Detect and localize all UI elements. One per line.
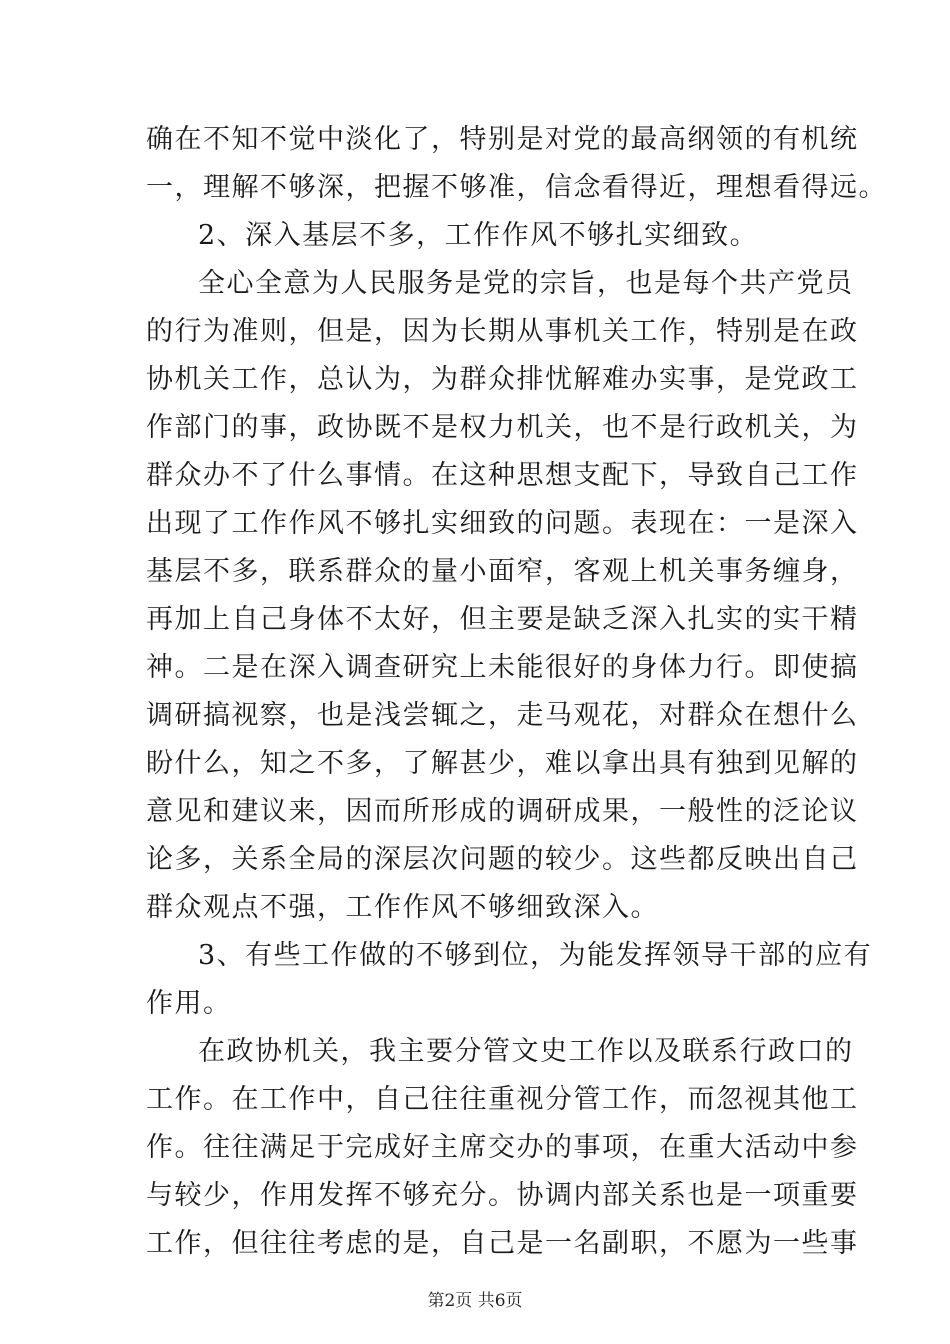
body-text-line: 协机关工作，总认为，为群众排忧解难办实事，是党政工: [146, 364, 859, 395]
body-text-line: 工作，但往往考虑的是，自己是一名副职，不愿为一些事: [146, 1228, 859, 1259]
body-text-line: 确在不知不觉中淡化了，特别是对党的最高纲领的有机统: [146, 124, 859, 155]
body-text-line: 作用。: [146, 988, 232, 1019]
body-text-line: 作。往往满足于完成好主席交办的事项，在重大活动中参: [146, 1132, 859, 1163]
paragraph-first-line: 全心全意为人民服务是党的宗旨，也是每个共产党员: [198, 268, 854, 299]
body-text-line: 调研搞视察，也是浅尝辄之，走马观花，对群众在想什么: [146, 700, 859, 731]
body-text-line: 出现了工作作风不够扎实细致的问题。表现在：一是深入: [146, 508, 859, 539]
section-heading: 2、深入基层不多，工作作风不够扎实细致。: [198, 220, 759, 251]
section-heading: 3、有些工作做的不够到位，为能发挥领导干部的应有: [198, 940, 873, 971]
body-text-line: 神。二是在深入调查研究上未能很好的身体力行。即使搞: [146, 652, 859, 683]
body-text-line: 与较少，作用发挥不够充分。协调内部关系也是一项重要: [146, 1180, 859, 1211]
body-text-line: 再加上自己身体不太好，但主要是缺乏深入扎实的实干精: [146, 604, 859, 635]
body-text-line: 基层不多，联系群众的量小面窄，客观上机关事务缠身，: [146, 556, 859, 587]
body-text-line: 意见和建议来，因而所形成的调研成果，一般性的泛论议: [146, 796, 859, 827]
paragraph-first-line: 在政协机关，我主要分管文史工作以及联系行政口的: [198, 1036, 854, 1067]
body-text-line: 群众观点不强，工作作风不够细致深入。: [146, 892, 659, 923]
body-text-line: 论多，关系全局的深层次问题的较少。这些都反映出自己: [146, 844, 859, 875]
body-text-line: 盼什么，知之不多，了解甚少，难以拿出具有独到见解的: [146, 748, 859, 779]
body-text-line: 群众办不了什么事情。在这种思想支配下，导致自己工作: [146, 460, 859, 491]
body-text-line: 的行为准则，但是，因为长期从事机关工作，特别是在政: [146, 316, 859, 347]
body-text-line: 一，理解不够深，把握不够准，信念看得近，理想看得远。: [146, 172, 887, 203]
body-text-line: 工作。在工作中，自己往往重视分管工作，而忽视其他工: [146, 1084, 859, 1115]
page-footer: 第2页 共6页: [427, 1291, 523, 1311]
body-text-line: 作部门的事，政协既不是权力机关，也不是行政机关，为: [146, 412, 859, 443]
